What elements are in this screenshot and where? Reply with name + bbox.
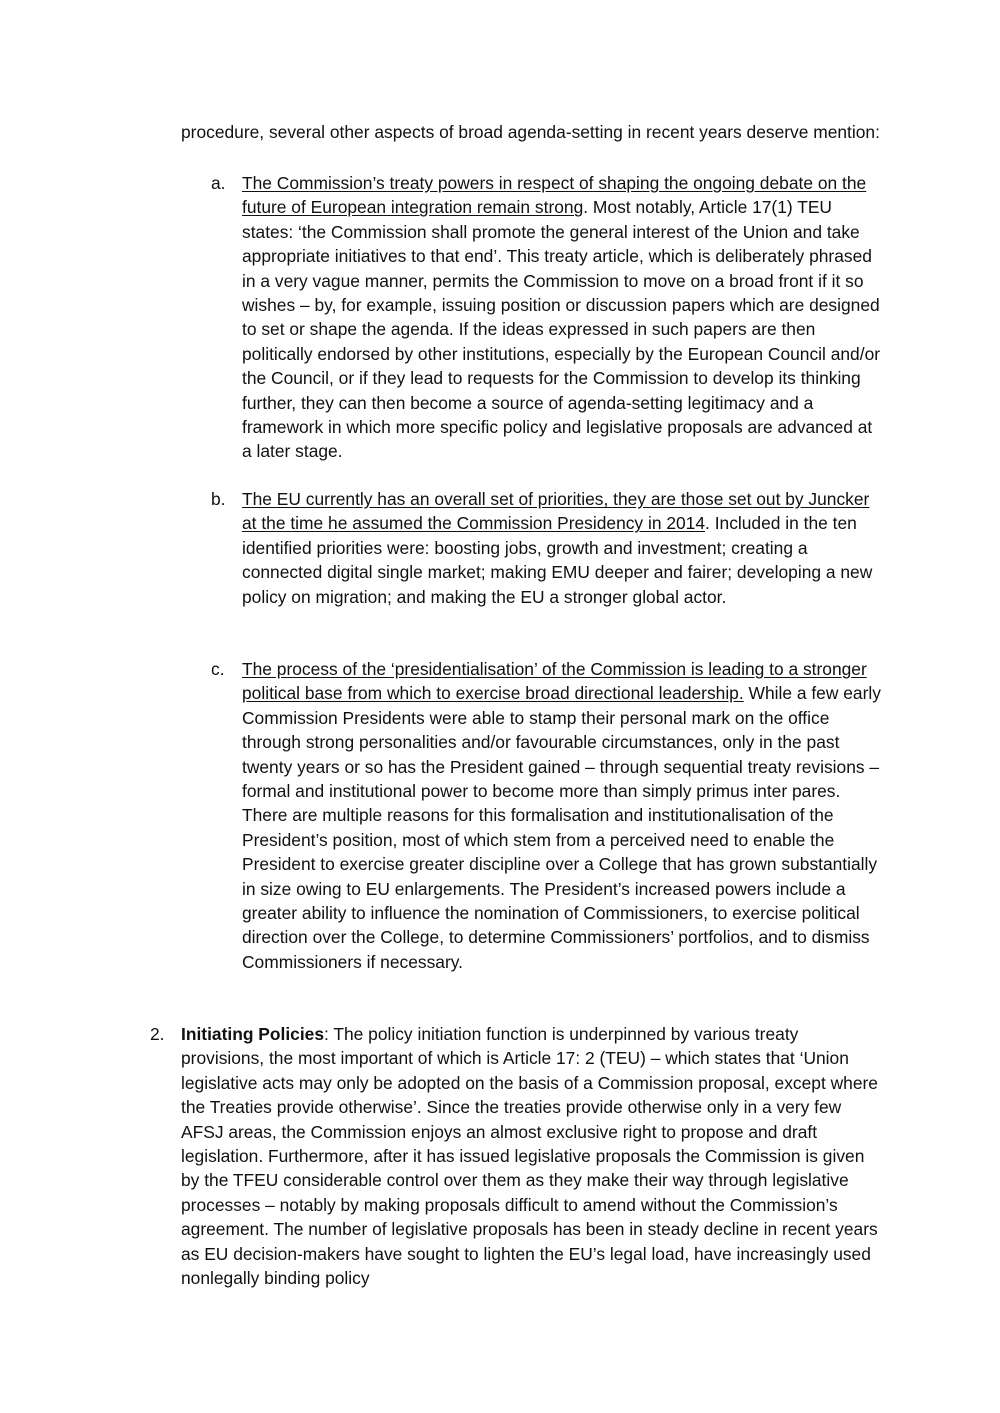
list-marker-c: c. [211,659,225,679]
numbered-item-initiating-policies [181,1022,881,1290]
list-item-c-heading: The process of the ‘presidentialisation’ of the Commission is leading to a stronger political base from which to exercise broad directional leadership. [242,659,867,704]
list-item-b-body: . Included in the ten identified priorities were: boosting jobs, growth and investment; creating a connected digital single market; making EMU deeper and fairer; developing a new policy on migration; and making the EU a stronger global actor. [242,513,873,607]
list-item-b-heading: The EU currently has an overall set of priorities, they are those set out by Juncker at the time he assumed the Commission Presidency in 2014 [242,489,870,534]
list-item-b [242,487,882,609]
list-item-a [242,171,882,464]
intro-paragraph: procedure, several other aspects of broad agenda-setting in recent years deserve mention: [181,122,880,142]
numbered-marker-2: 2. [150,1024,165,1044]
list-marker-b: b. [211,489,226,509]
numbered-item-heading: Initiating Policies [181,1024,325,1044]
list-marker-a: a. [211,173,226,193]
list-item-c-body: While a few early Commission Presidents were able to stamp their personal mark on the office through strong personalities and/or favourable circumstances, only in the past twenty years or so has the President gained – through sequential treaty revisions – formal and institutional power to become more than simply primus inter pares. There are multiple reasons for this formalisation and institutionalisation of the President’s position, most of which stem from a perceived need to enable the President to exercise greater discipline over a College that has grown substantially in size owing to EU enlargements. The President’s increased powers include a greater ability to influence the nomination of Commissioners, to exercise political direction over the College, to determine Commissioners’ portfolios, and to dismiss Commissioners if necessary. [242,683,881,972]
list-item-a-heading: The Commission’s treaty powers in respect of shaping the ongoing debate on the future of European integration remain strong [242,173,867,218]
numbered-item-body: : The policy initiation function is underpinned by various treaty provisions, the most important of which is Article 17: 2 (TEU) – which states that ‘Union legislative acts may only be adopted on the basis of a Commission proposal, except where the Treaties provide otherwise’. Since the treaties provide otherwise only in a very few AFSJ areas, the Commission enjoys an almost exclusive right to propose and draft legislation. Furthermore, after it has issued legislative proposals the Commission is given by the TFEU considerable control over them as they make their way through legislative processes – notably by making proposals difficult to amend without the Commission’s agreement. The number of legislative proposals has been in steady decline in recent years as EU decision-makers have sought to lighten the EU’s legal load, have increasingly used nonlegally binding policy [181,1024,878,1289]
list-item-a-body: . Most notably, Article 17(1) TEU states: ‘the Commission shall promote the general interest of the Union and take appropriate initiatives to that end’. This treaty article, which is deliberately phrased in a very vague manner, permits the Commission to move on a broad front if it so wishes – by, for example, issuing position or discussion papers which are designed to set or shape the agenda. If the ideas expressed in such papers are then politically endorsed by other institutions, especially by the European Council and/or the Council, or if they lead to requests for the Commission to develop its thinking further, they can then become a source of agenda-setting legitimacy and a framework in which more specific policy and legislative proposals are advanced at a later stage. [242,197,881,462]
list-item-c [242,657,882,974]
